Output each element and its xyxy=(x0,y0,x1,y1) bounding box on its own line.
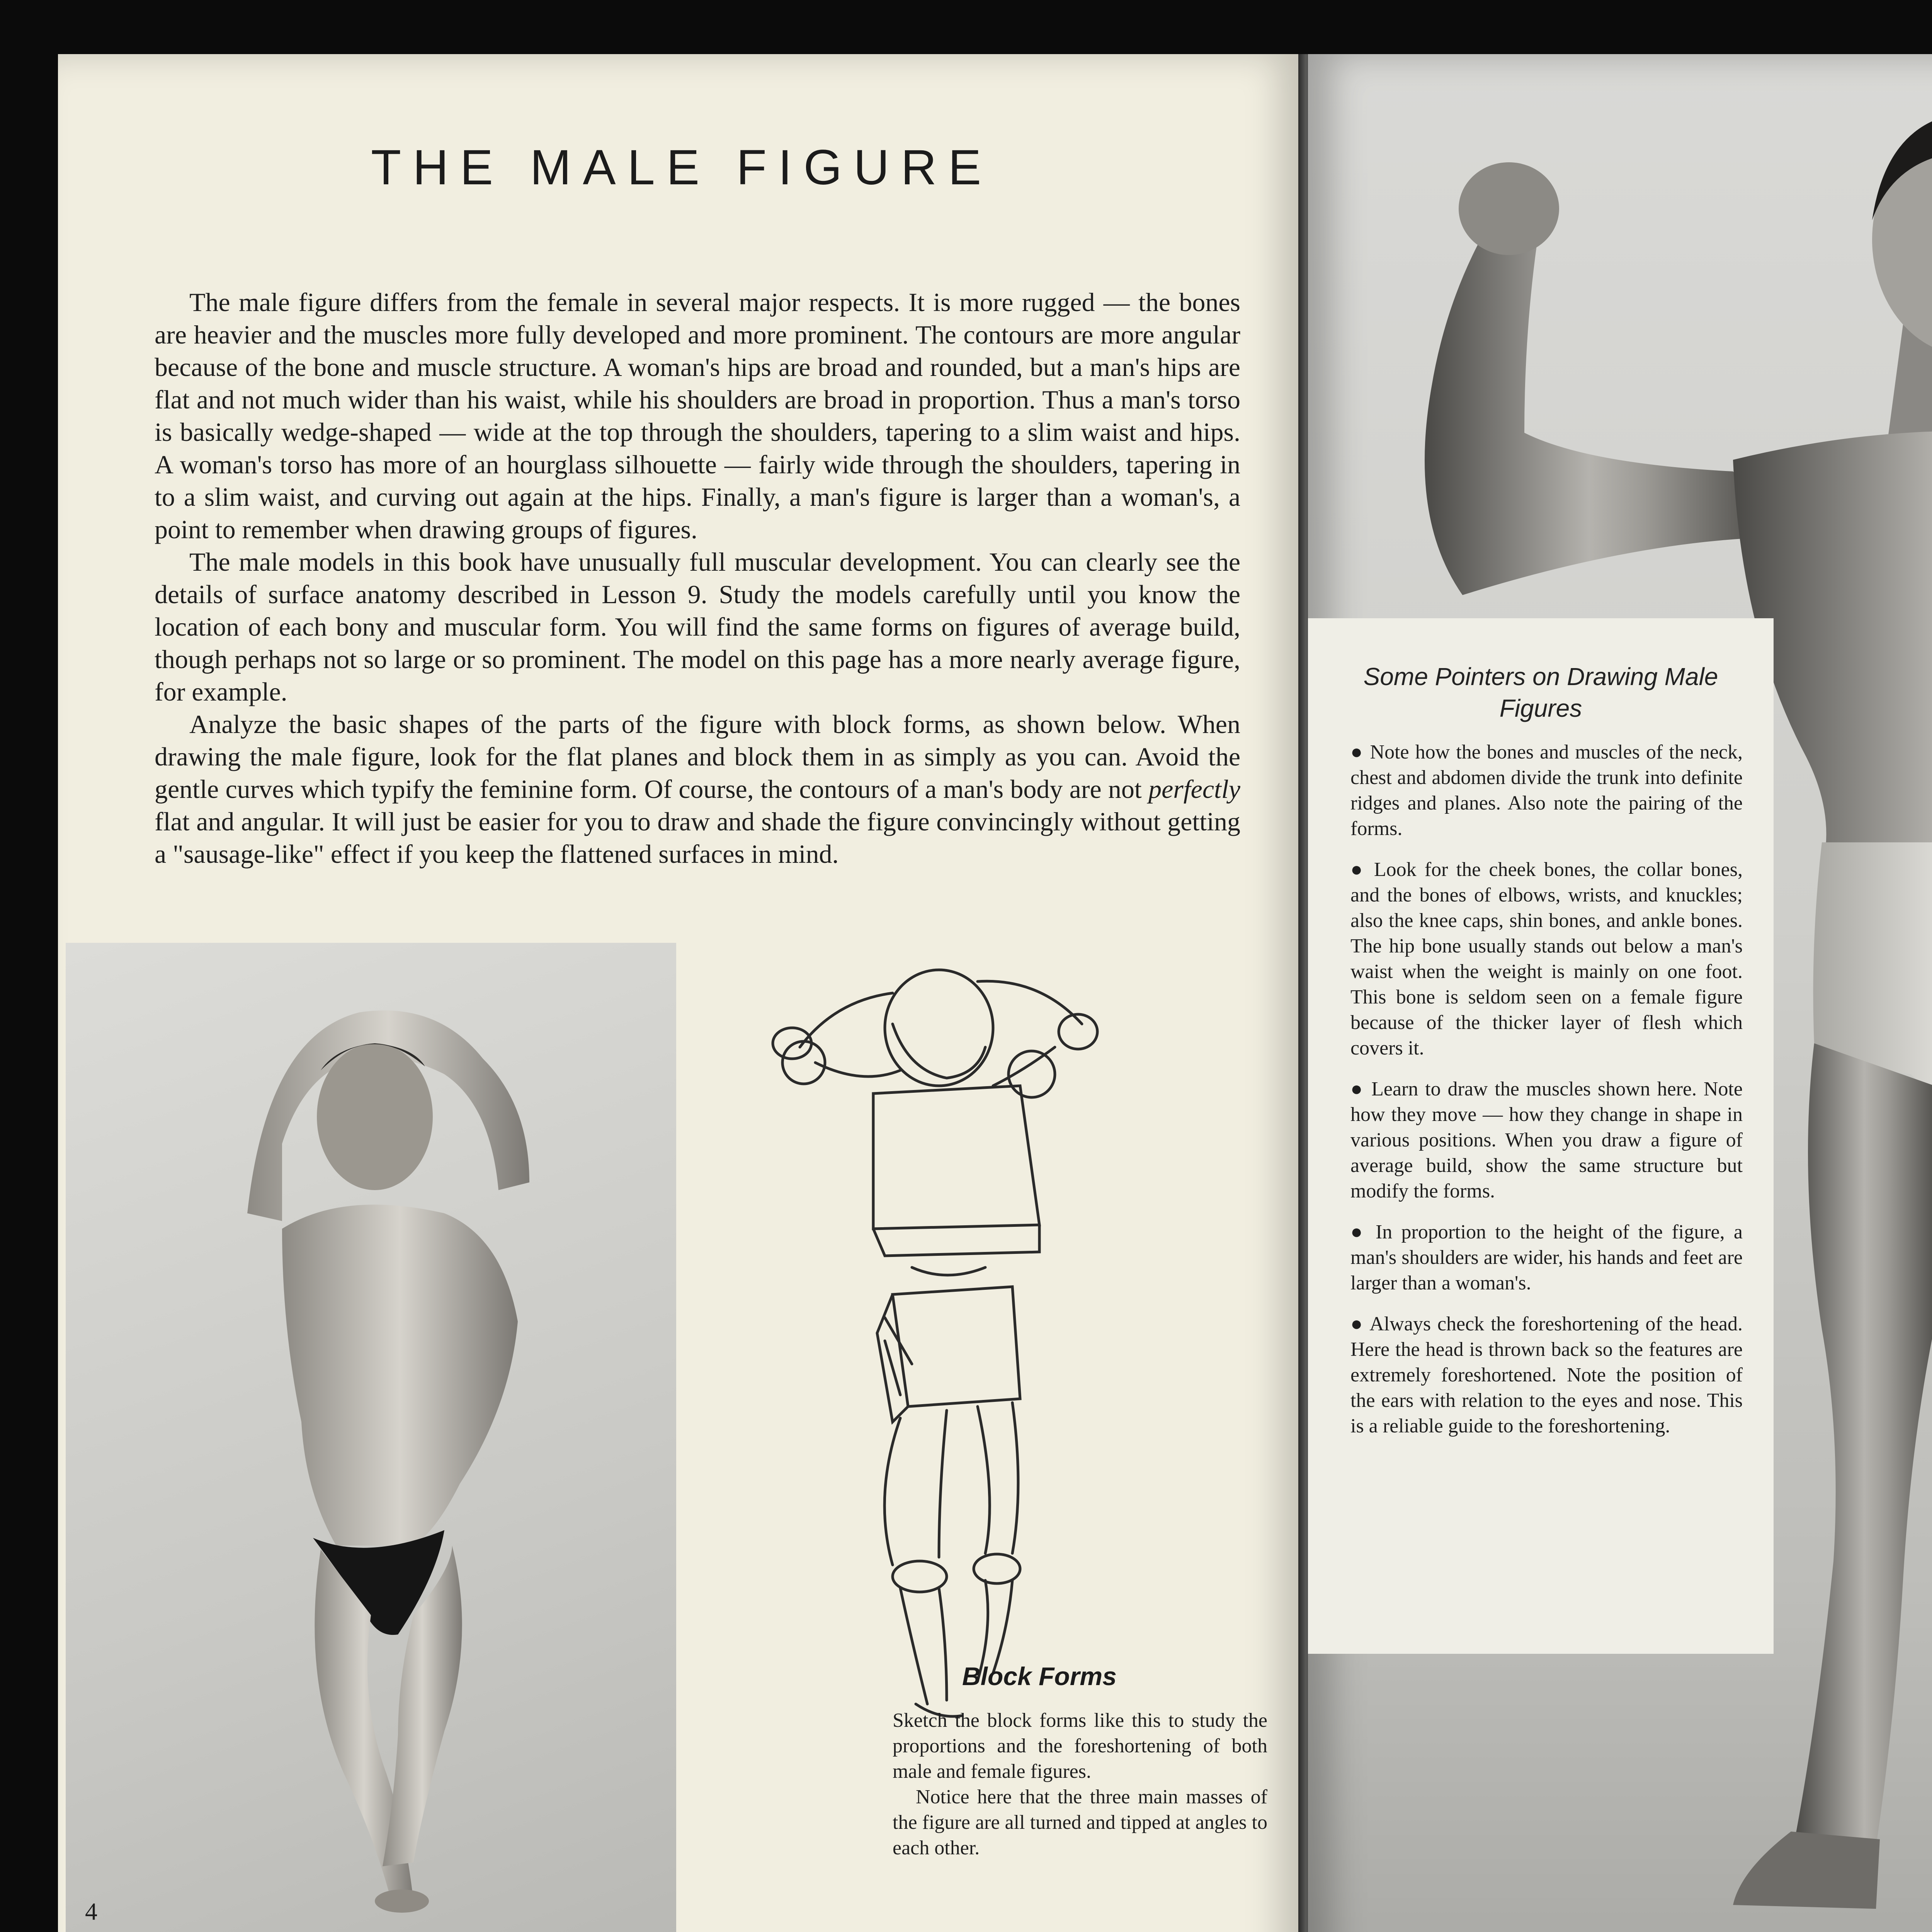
sketch-caption xyxy=(893,1708,1267,1861)
page-title: THE MALE FIGURE xyxy=(371,140,993,195)
model-photo xyxy=(66,943,676,1932)
right-page xyxy=(1308,54,1932,1932)
left-page xyxy=(58,54,1302,1932)
paragraph-2: The male models in this book have unusually full muscular development. You can clearly see the details of surface anatomy described in Lesson 9. Study the models carefully until you know the location of each bony and muscular form. You will find the same forms on figures of average build, though perhaps not so large or so prominent. The model on this page has a more nearly average figure, for example. xyxy=(155,547,1240,706)
pointers-title: Some Pointers on Drawing Male Figures xyxy=(1363,663,1718,722)
pointer-2: ● Look for the cheek bones, the collar bones, and the bones of elbows, wrists, and knuckles; also the knee caps, shin bones, and ankle bones. The hip bone usually stands out below a man's waist when the weight is mainly on one foot. This bone is seldom seen on a female figure because of the thicker layer of flesh which covers it. xyxy=(1350,859,1743,1059)
pointer-4: ● In proportion to the height of the figure, a man's shoulders are wider, his hands and feet are larger than a woman's. xyxy=(1350,1221,1743,1294)
paragraph-3: Analyze the basic shapes of the parts of the figure with block forms, as shown below. When drawing the male figure, look for the flat planes and block them in as simply as you can. Avoid the gentle curves which typify the feminine form. Of course, the contours of a man's body are not perfectly flat and angular. It will just be easier for you to draw and shade the figure convincingly without getting a "sausage-like" effect if you keep the flattened surfaces in mind. xyxy=(155,709,1240,869)
pointer-3: ● Learn to draw the muscles shown here. Note how they move — how they change in shape in various positions. When you draw a figure of average build, show the same structure but modify the forms. xyxy=(1350,1078,1743,1202)
paragraph-1: The male figure differs from the female in several major respects. It is more rugged — the bones are heavier and the muscles more fully developed and more prominent. The contours are more angular because of the bone and muscle structure. A woman's hips are broad and rounded, but a man's hips are flat and not much wider than his waist, while his shoulders are broad in proportion. Thus a man's torso is basically wedge-shaped — wide at the top through the shoulders, tapering to a slim waist and hips. A woman's torso has more of an hourglass silhouette — fairly wide through the shoulders, tapering in to a slim waist, and curving out again at the hips. Finally, a man's figure is larger than a woman's, a point to remember when drawing groups of figures. xyxy=(155,287,1240,544)
pointer-5: ● Always check the foreshortening of the head. Here the head is thrown back so the features are extremely foreshortened. Note the position of the ears with relation to the eyes and nose. This is a reliable guide to the foreshortening. xyxy=(1350,1313,1743,1437)
pointers-box xyxy=(1308,618,1774,1654)
body-text xyxy=(155,286,1240,870)
block-forms-sketch xyxy=(746,947,1248,1739)
sketch-caption-title: Block Forms xyxy=(962,1662,1117,1690)
model-silhouette xyxy=(66,943,676,1932)
caption-line-1: Sketch the block forms like this to study the proportions and the foreshortening of both male and female figures. xyxy=(893,1709,1267,1782)
caption-line-2: Notice here that the three main masses of the figure are all turned and tipped at angles to each other. xyxy=(893,1786,1267,1859)
page-number-left: 4 xyxy=(85,1898,97,1925)
pointer-1: ● Note how the bones and muscles of the neck, chest and abdomen divide the trunk into definite ridges and planes. Also note the pairing of the forms. xyxy=(1350,741,1743,840)
